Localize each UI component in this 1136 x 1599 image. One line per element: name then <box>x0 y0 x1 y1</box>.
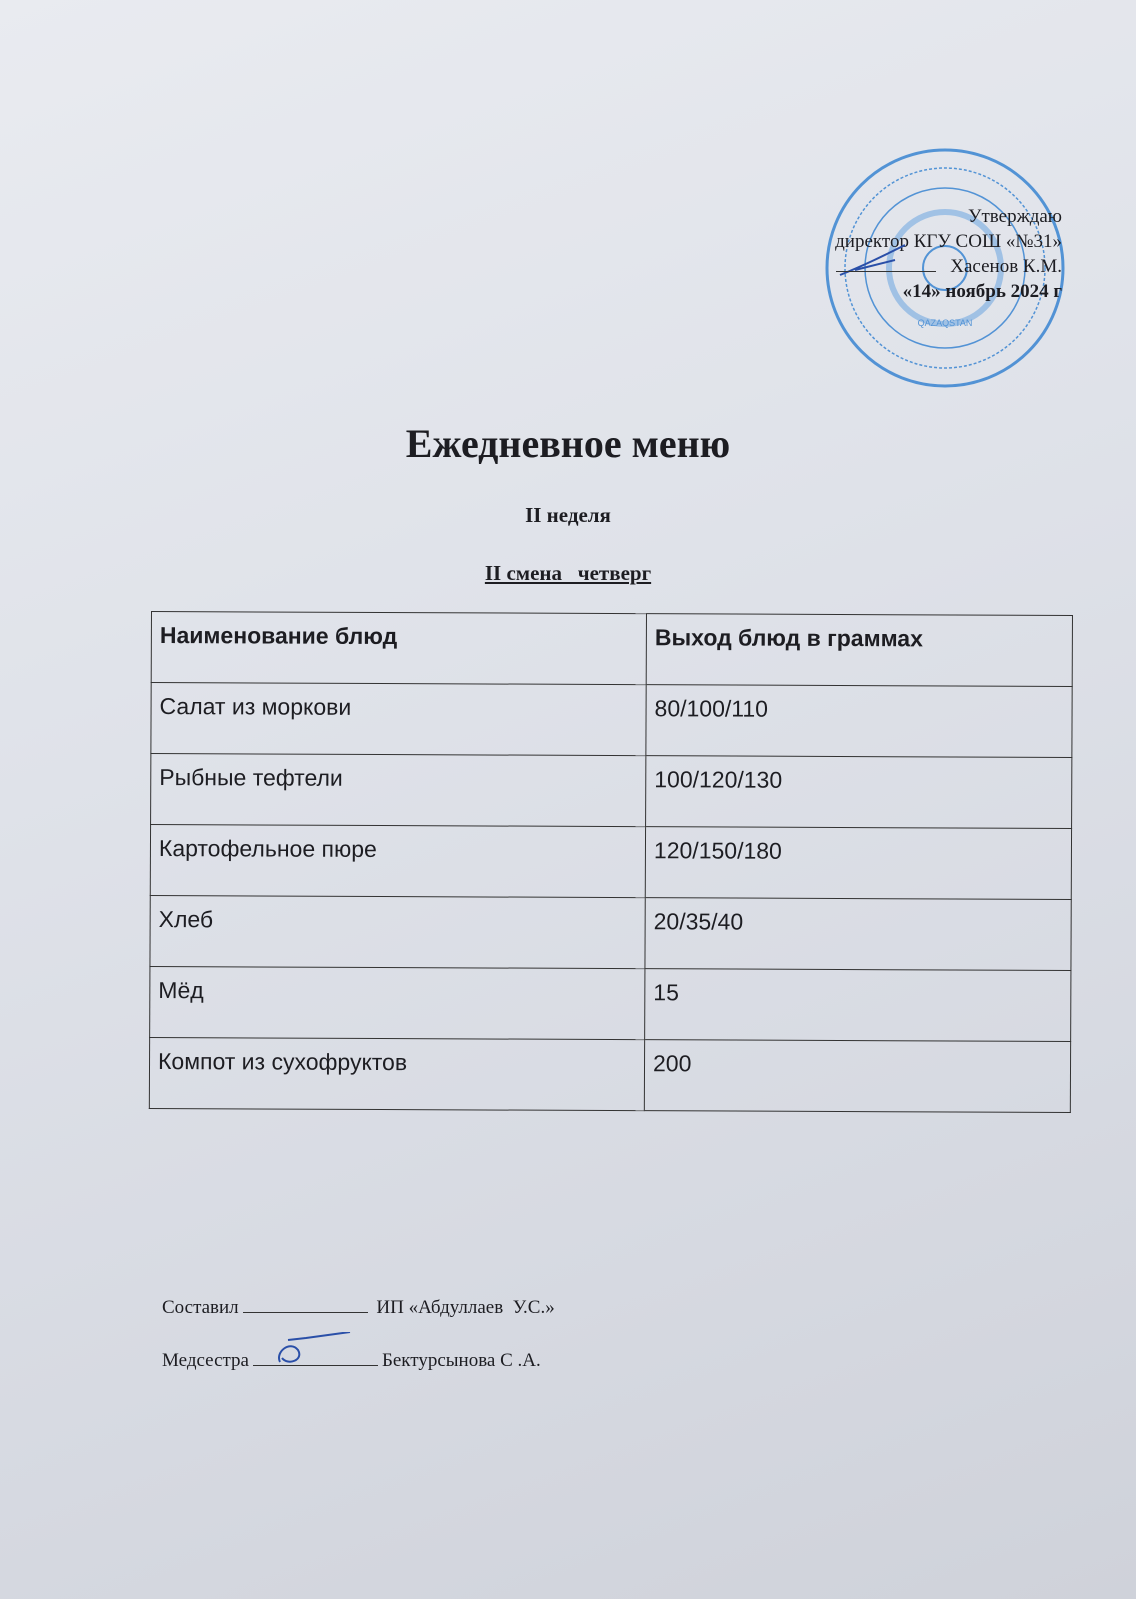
week-label: II неделя <box>525 503 611 527</box>
svg-text:QAZAQSTAN: QAZAQSTAN <box>917 318 973 328</box>
nurse-label: Медсестра <box>162 1350 249 1371</box>
table-row <box>149 1037 1070 1112</box>
nurse-signature <box>270 1332 360 1368</box>
approval-position: директор КГУ СОШ «№31» <box>835 231 1062 252</box>
header-portion: Выход блюд в граммах <box>646 614 1072 687</box>
dish-portion: 100/120/130 <box>646 756 1072 829</box>
nurse-name: Бектурсынова С .А. <box>381 1350 541 1371</box>
dish-name: Рыбные тефтели <box>151 754 646 827</box>
approval-heading: Утверждаю <box>968 206 1062 227</box>
header-dish: Наименование блюд <box>151 612 646 685</box>
dish-portion: 120/150/180 <box>645 827 1071 900</box>
compiled-name: ИП «Абдуллаев У.С.» <box>376 1297 555 1318</box>
shift-label: II смена четверг <box>484 561 652 585</box>
dish-name: Хлеб <box>150 895 645 968</box>
table-row <box>151 754 1072 829</box>
approval-date: «14» ноябрь 2024 г <box>902 281 1062 302</box>
dish-portion: 200 <box>644 1040 1070 1113</box>
dish-name: Мёд <box>150 966 645 1039</box>
table-row <box>151 683 1072 758</box>
page-title: Ежедневное меню <box>405 421 731 466</box>
approval-name: Хасенов К.М. <box>950 256 1062 277</box>
table-row <box>150 966 1071 1041</box>
table-row <box>150 895 1071 970</box>
dish-name: Салат из моркови <box>151 683 646 756</box>
dish-portion: 20/35/40 <box>645 898 1071 971</box>
table-row <box>150 825 1071 900</box>
dish-name: Компот из сухофруктов <box>149 1037 644 1110</box>
table-header-row <box>151 612 1072 687</box>
signature-line <box>243 1298 368 1313</box>
director-signature-line <box>836 271 936 272</box>
compiled-by-line <box>162 1297 555 1319</box>
dish-portion: 15 <box>645 969 1071 1042</box>
dish-portion: 80/100/110 <box>646 685 1072 758</box>
dish-name: Картофельное пюре <box>150 825 645 898</box>
compiled-label: Составил <box>162 1297 239 1318</box>
director-signature <box>835 240 935 280</box>
menu-table <box>149 611 1073 1113</box>
